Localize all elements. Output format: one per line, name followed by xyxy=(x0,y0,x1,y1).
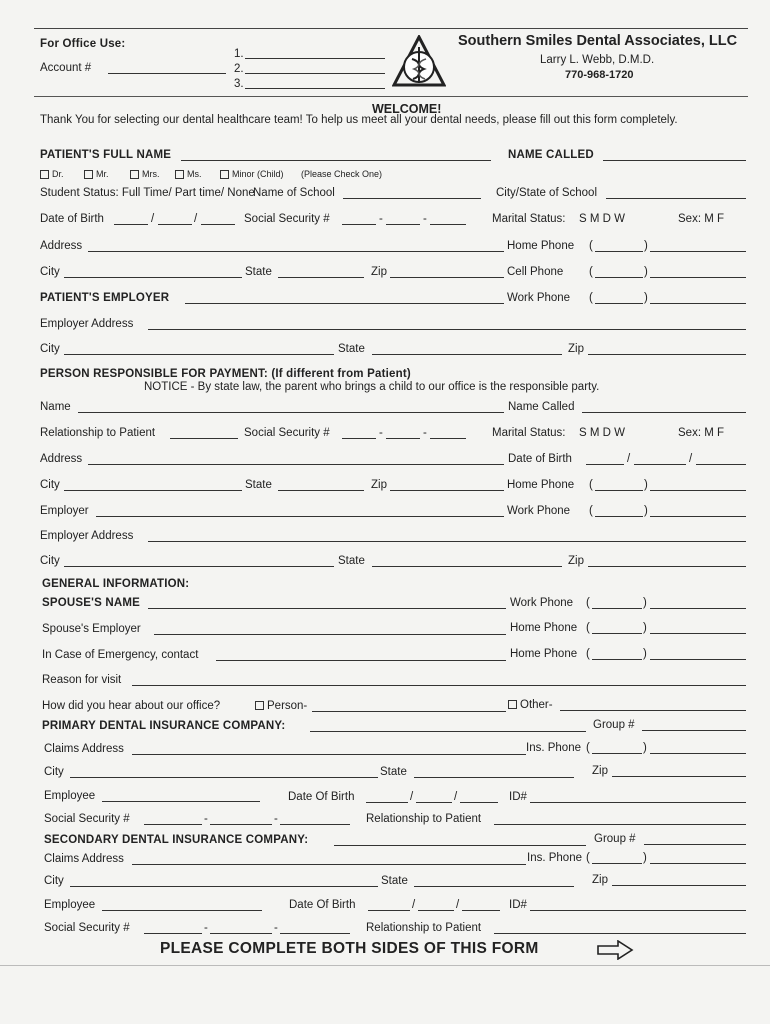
checkbox-icon xyxy=(175,170,184,179)
secondary-dob-label: Date Of Birth xyxy=(289,899,356,911)
employer-city-label: City xyxy=(40,343,60,355)
resp-emp-state-field[interactable] xyxy=(372,566,562,567)
resp-employer-address-label: Employer Address xyxy=(40,530,134,542)
cell-phone-label: Cell Phone xyxy=(507,266,564,278)
dob-year-field[interactable] xyxy=(201,224,235,225)
resp-employer-field[interactable] xyxy=(96,516,504,517)
title-mr[interactable] xyxy=(84,169,109,179)
hear-about-label: How did you hear about our office? xyxy=(42,700,221,712)
primary-claims-address-field[interactable] xyxy=(132,754,526,755)
complete-both-sides-notice: PLEASE COMPLETE BOTH SIDES OF THIS FORM xyxy=(160,940,539,957)
office-field-2[interactable] xyxy=(245,73,385,74)
primary-zip-label: Zip xyxy=(592,765,608,777)
secondary-ssn-label: Social Security # xyxy=(44,922,130,934)
resp-home-phone-field[interactable] xyxy=(650,490,746,491)
dob-month-field[interactable] xyxy=(114,224,148,225)
primary-id-field[interactable] xyxy=(530,802,746,803)
resp-work-phone-area-field[interactable] xyxy=(595,516,643,517)
name-called-field[interactable] xyxy=(603,160,746,161)
secondary-employee-label: Employee xyxy=(44,899,96,911)
resp-zip-label: Zip xyxy=(371,479,387,491)
secondary-ssn-field-2[interactable] xyxy=(210,933,272,934)
primary-ssn-field-1[interactable] xyxy=(144,824,202,825)
resp-emp-city-field[interactable] xyxy=(64,566,334,567)
resp-relationship-label: Relationship to Patient xyxy=(40,427,156,439)
spouse-home-phone-field[interactable] xyxy=(650,633,746,634)
emergency-home-phone-label: Home Phone xyxy=(510,648,578,660)
school-name-label: Name of School xyxy=(253,187,335,199)
secondary-zip-label: Zip xyxy=(592,874,608,886)
resp-dob-year-field[interactable] xyxy=(696,464,746,465)
secondary-zip-field[interactable] xyxy=(612,885,746,886)
sex-options[interactable]: Sex: M F xyxy=(678,213,725,225)
checkbox-icon xyxy=(40,170,49,179)
marital-status-label: Marital Status: xyxy=(492,213,566,225)
account-label: Account # xyxy=(40,62,92,74)
reason-visit-field[interactable] xyxy=(132,685,746,686)
referral-other-option[interactable] xyxy=(508,699,553,711)
primary-zip-field[interactable] xyxy=(612,776,746,777)
resp-emp-zip-label: Zip xyxy=(568,555,584,567)
name-called-label: NAME CALLED xyxy=(508,149,594,161)
welcome-heading: WELCOME! xyxy=(372,102,442,116)
page-bottom-edge xyxy=(0,965,770,966)
primary-claims-address-label: Claims Address xyxy=(44,743,124,755)
primary-ssn-field-3[interactable] xyxy=(280,824,350,825)
title-dr-label: Dr. xyxy=(52,169,64,179)
checkbox-icon xyxy=(84,170,93,179)
resp-relationship-field[interactable] xyxy=(170,438,238,439)
spouse-work-phone-field[interactable] xyxy=(650,608,746,609)
resp-emp-zip-field[interactable] xyxy=(588,566,746,567)
resp-zip-field[interactable] xyxy=(390,490,504,491)
primary-dob-label: Date Of Birth xyxy=(288,791,355,803)
primary-ins-phone-label: Ins. Phone xyxy=(526,742,581,754)
resp-address-field[interactable] xyxy=(88,464,504,465)
state-label: State xyxy=(245,266,272,278)
resp-name-field[interactable] xyxy=(78,412,504,413)
office-use-label: For Office Use: xyxy=(40,38,126,50)
title-minor-label: Minor (Child) xyxy=(232,169,284,179)
clinic-name: Southern Smiles Dental Associates, LLC xyxy=(458,33,738,49)
title-mrs-label: Mrs. xyxy=(142,169,160,179)
resp-name-called-label: Name Called xyxy=(508,401,575,413)
title-dr[interactable] xyxy=(40,169,64,179)
school-name-field[interactable] xyxy=(343,198,481,199)
employer-state-label: State xyxy=(338,343,365,355)
emergency-contact-field[interactable] xyxy=(216,660,506,661)
check-one-note: (Please Check One) xyxy=(301,169,383,179)
secondary-state-field[interactable] xyxy=(414,886,574,887)
secondary-ins-phone-area-field[interactable] xyxy=(592,863,642,864)
secondary-insurance-heading: SECONDARY DENTAL INSURANCE COMPANY: xyxy=(44,834,309,846)
cell-phone-area-field[interactable] xyxy=(595,277,643,278)
intro-text: Thank You for selecting our dental healthcare team! To help us meet all your dental needs, please fill out this form completely. xyxy=(40,114,678,126)
patient-full-name-field[interactable] xyxy=(181,160,491,161)
home-phone-area-field[interactable] xyxy=(595,251,643,252)
right-arrow-icon xyxy=(596,940,634,960)
cell-phone-field[interactable] xyxy=(650,277,746,278)
address-field[interactable] xyxy=(88,251,504,252)
header-rule xyxy=(34,96,748,97)
office-field-1[interactable] xyxy=(245,58,385,59)
referral-person-option[interactable] xyxy=(255,700,307,712)
emergency-phone-field[interactable] xyxy=(650,659,746,660)
secondary-dob-year-field[interactable] xyxy=(462,910,500,911)
state-field[interactable] xyxy=(278,277,364,278)
resp-home-phone-area-field[interactable] xyxy=(595,490,643,491)
primary-employee-label: Employee xyxy=(44,790,96,802)
employer-zip-field[interactable] xyxy=(588,354,746,355)
primary-relationship-field[interactable] xyxy=(494,824,746,825)
spouse-employer-field[interactable] xyxy=(154,634,506,635)
primary-ins-phone-field[interactable] xyxy=(650,753,746,754)
resp-work-phone-label: Work Phone xyxy=(507,505,571,517)
emergency-phone-area-field[interactable] xyxy=(592,659,642,660)
city-label: City xyxy=(40,266,60,278)
secondary-group-field[interactable] xyxy=(644,844,746,845)
primary-dob-year-field[interactable] xyxy=(460,802,498,803)
primary-city-label: City xyxy=(44,766,64,778)
responsible-heading: PERSON RESPONSIBLE FOR PAYMENT: (If different from Patient) xyxy=(40,368,411,380)
resp-ssn-field-3[interactable] xyxy=(430,438,466,439)
resp-state-field[interactable] xyxy=(278,490,364,491)
ssn-field-2[interactable] xyxy=(386,224,420,225)
work-phone-label: Work Phone xyxy=(507,292,571,304)
ssn-field-1[interactable] xyxy=(342,224,376,225)
secondary-dob-day-field[interactable] xyxy=(418,910,454,911)
primary-dob-month-field[interactable] xyxy=(366,802,408,803)
general-info-heading: GENERAL INFORMATION: xyxy=(42,578,190,590)
top-rule xyxy=(34,28,748,29)
secondary-insurance-field[interactable] xyxy=(334,845,586,846)
referral-other-field[interactable] xyxy=(560,710,746,711)
secondary-id-label: ID# xyxy=(509,899,527,911)
primary-insurance-field[interactable] xyxy=(310,731,586,732)
doctor-name: Larry L. Webb, D.M.D. xyxy=(540,54,655,66)
primary-relationship-label: Relationship to Patient xyxy=(366,813,482,825)
resp-marital-options[interactable]: S M D W xyxy=(579,427,625,439)
resp-state-label: State xyxy=(245,479,272,491)
spouse-name-field[interactable] xyxy=(148,608,506,609)
secondary-ssn-field-1[interactable] xyxy=(144,933,202,934)
primary-state-field[interactable] xyxy=(414,777,574,778)
secondary-city-field[interactable] xyxy=(70,886,378,887)
employer-address-label: Employer Address xyxy=(40,318,134,330)
emergency-contact-label: In Case of Emergency, contact xyxy=(42,649,199,661)
spouse-work-phone-area-field[interactable] xyxy=(592,608,642,609)
resp-ssn-field-2[interactable] xyxy=(386,438,420,439)
resp-dob-label: Date of Birth xyxy=(508,453,572,465)
secondary-claims-address-label: Claims Address xyxy=(44,853,124,865)
primary-ins-phone-area-field[interactable] xyxy=(592,753,642,754)
spouse-home-phone-label: Home Phone xyxy=(510,622,578,634)
caduceus-tooth-logo-icon xyxy=(392,35,446,89)
checkbox-icon xyxy=(255,701,264,710)
resp-address-label: Address xyxy=(40,453,83,465)
employer-state-field[interactable] xyxy=(372,354,562,355)
secondary-city-label: City xyxy=(44,875,64,887)
secondary-state-label: State xyxy=(381,875,408,887)
home-phone-field[interactable] xyxy=(650,251,746,252)
office-field-3[interactable] xyxy=(245,88,385,89)
clinic-phone: 770-968-1720 xyxy=(565,69,634,81)
primary-state-label: State xyxy=(380,766,407,778)
address-label: Address xyxy=(40,240,83,252)
dob-day-field[interactable] xyxy=(158,224,192,225)
primary-employee-field[interactable] xyxy=(102,801,260,802)
patient-employer-field[interactable] xyxy=(185,303,504,304)
primary-ssn-label: Social Security # xyxy=(44,813,130,825)
primary-group-label: Group # xyxy=(593,719,635,731)
office-num-1: 1. xyxy=(234,48,244,60)
school-city-state-label: City/State of School xyxy=(496,187,597,199)
work-phone-field[interactable] xyxy=(650,303,746,304)
resp-name-called-field[interactable] xyxy=(582,412,746,413)
resp-dob-day-field[interactable] xyxy=(634,464,686,465)
primary-dob-day-field[interactable] xyxy=(416,802,452,803)
secondary-dob-month-field[interactable] xyxy=(368,910,410,911)
resp-home-phone-label: Home Phone xyxy=(507,479,575,491)
office-num-3: 3. xyxy=(234,78,244,90)
responsible-notice: NOTICE - By state law, the parent who brings a child to our office is the responsible party. xyxy=(144,381,600,393)
school-city-state-field[interactable] xyxy=(606,198,746,199)
work-phone-area-field[interactable] xyxy=(595,303,643,304)
checkbox-icon xyxy=(220,170,229,179)
secondary-group-label: Group # xyxy=(594,833,636,845)
spouse-employer-label: Spouse's Employer xyxy=(42,623,141,635)
resp-marital-label: Marital Status: xyxy=(492,427,566,439)
employer-address-field[interactable] xyxy=(148,329,746,330)
patient-employer-label: PATIENT'S EMPLOYER xyxy=(40,292,170,304)
ssn-field-3[interactable] xyxy=(430,224,466,225)
office-num-2: 2. xyxy=(234,63,244,75)
primary-group-field[interactable] xyxy=(642,730,746,731)
secondary-relationship-label: Relationship to Patient xyxy=(366,922,482,934)
zip-field[interactable] xyxy=(390,277,504,278)
zip-label: Zip xyxy=(371,266,387,278)
student-status-label: Student Status: Full Time/ Part time/ None xyxy=(40,187,255,199)
primary-ssn-field-2[interactable] xyxy=(210,824,272,825)
secondary-id-field[interactable] xyxy=(530,910,746,911)
resp-dob-month-field[interactable] xyxy=(586,464,624,465)
title-mr-label: Mr. xyxy=(96,169,109,179)
checkbox-icon xyxy=(508,700,517,709)
secondary-ins-phone-label: Ins. Phone xyxy=(527,852,582,864)
dob-label: Date of Birth xyxy=(40,213,104,225)
title-mrs[interactable] xyxy=(130,169,160,179)
account-field[interactable] xyxy=(108,73,226,74)
secondary-claims-address-field[interactable] xyxy=(132,864,526,865)
referral-person-label: Person- xyxy=(267,700,308,712)
ssn-label: Social Security # xyxy=(244,213,330,225)
resp-city-label: City xyxy=(40,479,60,491)
resp-name-label: Name xyxy=(40,401,71,413)
resp-work-phone-field[interactable] xyxy=(650,516,746,517)
spouse-name-label: SPOUSE'S NAME xyxy=(42,597,140,609)
reason-visit-label: Reason for visit xyxy=(42,674,122,686)
secondary-employee-field[interactable] xyxy=(102,910,262,911)
resp-ssn-field-1[interactable] xyxy=(342,438,376,439)
resp-employer-address-field[interactable] xyxy=(148,541,746,542)
resp-emp-state-label: State xyxy=(338,555,365,567)
secondary-ins-phone-field[interactable] xyxy=(650,863,746,864)
checkbox-icon xyxy=(130,170,139,179)
resp-employer-label: Employer xyxy=(40,505,89,517)
referral-other-label: Other- xyxy=(520,699,553,711)
dental-registration-form: For Office Use: Account # 1. 2. 3. Southern Smiles Dental Associates, LLC Larry L. Webb, D.M.D. 770-968-1720 WELCOME! Thank You for selecting our dental healthcare team! To help us meet all your dental needs, please fill out this form completely. PATIENT'S FULL NAME NAME CALLED Dr. Mr. Mrs. Ms. Minor (Child) (Please Check One) Student Status: Full Time/ Part time/ None Name of School City/State of School Date of Birth / / Social Security # - - Marital Status: S M D W Sex: M F Address Home Phone ( ) City State Zip Cell Phone ( ) PATIENT'S EMPLOYER Work Phone ( ) Employer Address City State Zip PERSON RESPONSIBLE FOR PAYMENT: (If different from Patient) NOTICE - By state law, the parent who brings a child to our office is the responsible party. Name Name Called Relationship to Patient Social Security # - - Marital Status: S M D W Sex: M F Address Date of Birth / / City State Zip Home Phone ( ) Employer Work Phone ( ) Employer Address City State Zip GENERAL INFORMATION: SPOUSE'S NAME Work Phone ( ) Spouse's Employer Home Phone ( ) In Case of Emergency, contact Home Phone ( ) Reason for visit How did you hear about our office? Person- Other- PRIMARY DENTAL INSURANCE COMPANY: Group # Claims Address Ins. Phone ( ) City State Zip Employee Date Of Birth / / ID# Social Security # - - Relationship to Patient SECONDARY DENTAL INSURANCE COMPANY: Group # Claims Address Ins. Phone ( ) City State Zip Employee Date Of Birth / / ID# Social Security # - - Relationship to Patient PLEASE COMPLETE BOTH SIDES OF THIS FORM xyxy=(0,0,770,1024)
home-phone-label: Home Phone xyxy=(507,240,575,252)
title-ms-label: Ms. xyxy=(187,169,202,179)
employer-zip-label: Zip xyxy=(568,343,584,355)
title-ms[interactable] xyxy=(175,169,202,179)
marital-status-options[interactable]: S M D W xyxy=(579,213,625,225)
resp-emp-city-label: City xyxy=(40,555,60,567)
title-minor[interactable] xyxy=(220,169,284,179)
patient-full-name-label: PATIENT'S FULL NAME xyxy=(40,149,172,161)
primary-city-field[interactable] xyxy=(70,777,378,778)
city-field[interactable] xyxy=(64,277,242,278)
primary-insurance-heading: PRIMARY DENTAL INSURANCE COMPANY: xyxy=(42,720,286,732)
secondary-ssn-field-3[interactable] xyxy=(280,933,350,934)
referral-person-field[interactable] xyxy=(312,711,506,712)
spouse-home-phone-area-field[interactable] xyxy=(592,633,642,634)
resp-city-field[interactable] xyxy=(64,490,242,491)
resp-sex-options[interactable]: Sex: M F xyxy=(678,427,725,439)
primary-id-label: ID# xyxy=(509,791,527,803)
employer-city-field[interactable] xyxy=(64,354,334,355)
spouse-work-phone-label: Work Phone xyxy=(510,597,574,609)
secondary-relationship-field[interactable] xyxy=(494,933,746,934)
resp-ssn-label: Social Security # xyxy=(244,427,330,439)
